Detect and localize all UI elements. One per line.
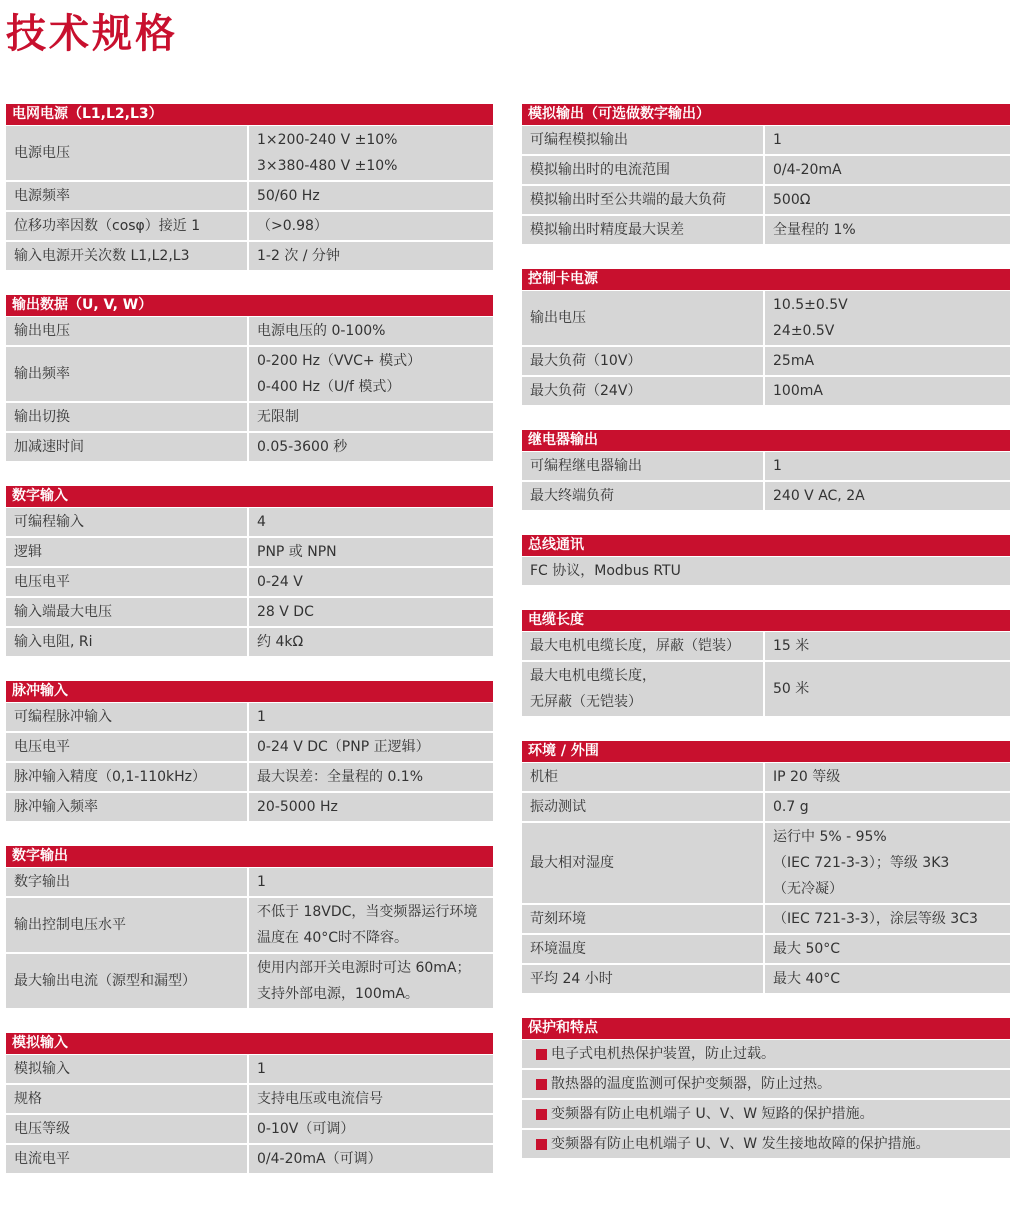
spec-label-line: 机柜 [530,769,558,785]
spec-value-line: 支持外部电源，100mA。 [257,986,419,1002]
spec-label-line: 输出切换 [14,409,70,425]
spec-label [6,763,249,791]
spec-value-line: 1×200-240 V ±10% [257,132,398,148]
spec-row [6,954,493,1008]
spec-rows [6,126,493,270]
spec-label-line: 模拟输出时精度最大误差 [530,222,684,238]
spec-label [6,1085,249,1113]
spec-row [522,793,1010,823]
spec-label [6,347,249,401]
spec-section [6,846,493,1008]
spec-label-line: 模拟输出时至公共端的最大负荷 [530,192,726,208]
spec-row [6,182,493,212]
spec-value-line: 0-200 Hz（VVC+ 模式） [257,353,422,369]
feature-item [522,1100,1010,1130]
spec-row [6,763,493,793]
spec-value [765,935,1010,963]
spec-value-line: 0-400 Hz（U/f 模式） [257,379,401,395]
spec-section [522,269,1010,405]
spec-label-line: 输出电压 [530,310,586,326]
spec-value-line: 1 [773,132,782,148]
spec-section [522,741,1010,993]
spec-row [6,403,493,433]
spec-section [6,104,493,270]
spec-value-line: 最大 50°C [773,941,841,957]
spec-label-line: 输入电阻, Ri [14,634,93,650]
spec-row [6,1055,493,1085]
spec-label-line: 输出频率 [14,366,70,382]
spec-label-line: 无屏蔽（无铠装） [530,694,642,710]
spec-value [765,377,1010,405]
spec-rows [522,557,1010,585]
spec-value [765,452,1010,480]
spec-label-line: 最大电机电缆长度， [530,668,656,684]
spec-value-line: 500Ω [773,192,811,208]
spec-label [6,793,249,821]
spec-value-line: 0/4-20mA（可调） [257,1151,382,1167]
spec-rows [6,703,493,821]
spec-row [6,1085,493,1115]
spec-value [249,1115,493,1143]
spec-row [6,733,493,763]
spec-label [6,628,249,656]
spec-label [6,317,249,345]
spec-label [6,508,249,536]
spec-label-line: 最大负荷（10V） [530,353,642,369]
spec-value-line: （无冷凝） [773,881,843,897]
spec-label [6,1055,249,1083]
spec-value [249,126,493,180]
spec-row [522,186,1010,216]
spec-value-line: 0-24 V DC（PNP 正逻辑） [257,739,430,755]
spec-value-line: 使用内部开关电源时可达 60mA； [257,960,471,976]
spec-section [522,104,1010,244]
spec-value-line: 0-24 V [257,574,303,590]
spec-row [522,632,1010,662]
spec-value [249,433,493,461]
spec-label-line: 可编程脉冲输入 [14,709,112,725]
spec-label [522,793,765,821]
right-column [522,104,1010,1158]
square-bullet-icon [536,1049,547,1060]
spec-label-line: 环境温度 [530,941,586,957]
spec-label-line: 最大负荷（24V） [530,383,642,399]
spec-label-line: 电流电平 [14,1151,70,1167]
spec-label [522,965,765,993]
spec-row [6,1145,493,1173]
spec-value-line: 不低于 18VDC，当变频器运行环境 [257,904,478,920]
spec-value [249,212,493,240]
spec-row [6,538,493,568]
spec-value [249,403,493,431]
square-bullet-icon [536,1109,547,1120]
square-bullet-icon [536,1079,547,1090]
spec-label [6,598,249,626]
spec-value [249,868,493,896]
section-title: 总线通讯 [522,535,1010,557]
spec-label-line: 输出电压 [14,323,70,339]
spec-full-row: FC 协议，Modbus RTU [530,563,681,579]
spec-label-line: 平均 24 小时 [530,971,613,987]
spec-label-line: 电压电平 [14,574,70,590]
spec-value [249,793,493,821]
spec-value [249,347,493,401]
spec-value-line: 25mA [773,353,815,369]
spec-value-line: 100mA [773,383,823,399]
spec-value [249,628,493,656]
spec-row [6,242,493,270]
feature-item [522,1130,1010,1158]
spec-label [522,126,765,154]
spec-value-line: 0.05-3600 秒 [257,439,348,455]
spec-value-line: 约 4kΩ [257,634,304,650]
spec-label [522,186,765,214]
spec-value-line: 20-5000 Hz [257,799,338,815]
spec-label [6,954,249,1008]
page-title: 技术规格 [6,11,178,57]
spec-value-line: 15 米 [773,638,810,654]
feature-text: 散热器的温度监测可保护变频器，防止过热。 [551,1076,831,1092]
spec-value [765,823,1010,903]
spec-label-line: 可编程输入 [14,514,84,530]
section-title: 脉冲输入 [6,681,493,703]
spec-label-line: 数字输出 [14,874,70,890]
spec-label [6,898,249,952]
spec-value-line: 50/60 Hz [257,188,320,204]
spec-label [6,1115,249,1143]
spec-value [765,126,1010,154]
spec-label [6,568,249,596]
spec-label [6,733,249,761]
spec-label [522,482,765,510]
spec-value-line: PNP 或 NPN [257,544,337,560]
spec-value [765,482,1010,510]
spec-value-line: 0.7 g [773,799,809,815]
spec-row [522,291,1010,347]
spec-label [522,377,765,405]
spec-section [522,535,1010,585]
spec-label [6,182,249,210]
spec-label-line: 电压等级 [14,1121,70,1137]
spec-label-line: 输出控制电压水平 [14,917,126,933]
spec-label [522,291,765,345]
spec-value [765,793,1010,821]
spec-label-line: 电源频率 [14,188,70,204]
spec-row [6,433,493,461]
spec-label [522,216,765,244]
spec-label-line: 模拟输入 [14,1061,70,1077]
spec-value-line: 1 [257,1061,266,1077]
section-title: 模拟输入 [6,1033,493,1055]
spec-value-line: 1 [257,709,266,725]
spec-row [6,568,493,598]
spec-label [6,1145,249,1173]
spec-section [6,1033,493,1173]
spec-label [522,823,765,903]
spec-section [522,430,1010,510]
spec-row [522,377,1010,405]
section-title: 电缆长度 [522,610,1010,632]
spec-value [249,1145,493,1173]
spec-row [522,347,1010,377]
spec-value [249,598,493,626]
spec-value-line: 1 [257,874,266,890]
spec-label [522,156,765,184]
spec-row [522,452,1010,482]
spec-label-line: 最大终端负荷 [530,488,614,504]
spec-label-line: 可编程模拟输出 [530,132,628,148]
spec-label-line: 可编程继电器输出 [530,458,642,474]
feature-item [522,1040,1010,1070]
spec-label [522,763,765,791]
spec-value [765,632,1010,660]
spec-value-line: 3×380-480 V ±10% [257,158,398,174]
spec-label-line: 最大电机电缆长度，屏蔽（铠装） [530,638,740,654]
spec-value-line: 最大误差：全量程的 0.1% [257,769,424,785]
spec-value-line: 240 V AC, 2A [773,488,865,504]
spec-value [249,954,493,1008]
spec-label-line: 振动测试 [530,799,586,815]
section-title: 控制卡电源 [522,269,1010,291]
spec-row [6,212,493,242]
spec-value [249,317,493,345]
section-title: 模拟输出（可选做数字输出） [522,104,1010,126]
spec-value-line: （IEC 721-3-3），涂层等级 3C3 [773,911,978,927]
spec-label [6,126,249,180]
spec-value [765,347,1010,375]
spec-label [6,538,249,566]
spec-value-line: （>0.98） [257,218,328,234]
spec-value [249,182,493,210]
spec-label-line: 输入电源开关次数 L1,L2,L3 [14,248,190,264]
spec-label [522,662,765,716]
spec-row [522,823,1010,905]
spec-row [6,317,493,347]
spec-row [522,905,1010,935]
spec-section [6,681,493,821]
spec-value-line: 1-2 次 / 分钟 [257,248,340,264]
feature-item [522,1070,1010,1100]
spec-value [249,733,493,761]
spec-row [522,662,1010,716]
spec-value [249,538,493,566]
spec-row [6,1115,493,1145]
spec-label-line: 模拟输出时的电流范围 [530,162,670,178]
spec-row [522,965,1010,993]
spec-label-line: 位移功率因数（cosφ）接近 1 [14,218,201,234]
spec-label-line: 电压电平 [14,739,70,755]
spec-rows [6,317,493,461]
section-title: 数字输入 [6,486,493,508]
spec-label-line: 最大相对湿度 [530,855,614,871]
spec-row [6,598,493,628]
spec-label-line: 脉冲输入精度（0,1-110kHz） [14,769,207,785]
spec-rows [6,508,493,656]
spec-label [6,868,249,896]
spec-rows [522,452,1010,510]
spec-label [6,703,249,731]
spec-value [249,898,493,952]
spec-row [6,868,493,898]
spec-value [765,965,1010,993]
spec-value-line: IP 20 等级 [773,769,841,785]
spec-section [522,610,1010,716]
spec-value [249,703,493,731]
section-title: 保护和特点 [522,1018,1010,1040]
spec-value-line: 4 [257,514,266,530]
spec-label [522,935,765,963]
spec-row [522,935,1010,965]
spec-value [249,1085,493,1113]
spec-row [522,126,1010,156]
spec-section [6,295,493,461]
spec-value [249,568,493,596]
spec-rows [6,868,493,1008]
spec-value-line: 1 [773,458,782,474]
spec-row [6,793,493,821]
spec-label [522,452,765,480]
spec-label [522,905,765,933]
square-bullet-icon [536,1139,547,1150]
spec-row [522,156,1010,186]
spec-row [6,347,493,403]
spec-label-line: 输入端最大电压 [14,604,112,620]
spec-value [249,508,493,536]
spec-value-line: 28 V DC [257,604,314,620]
spec-value [765,662,1010,716]
spec-label [6,212,249,240]
spec-label-line: 最大输出电流（源型和漏型） [14,973,196,989]
spec-rows [522,126,1010,244]
spec-value-line: 50 米 [773,681,810,697]
spec-value-line: 全量程的 1% [773,222,856,238]
spec-value-line: 0/4-20mA [773,162,842,178]
left-column [6,104,493,1173]
spec-row [522,482,1010,510]
spec-rows [522,1040,1010,1158]
spec-label [6,433,249,461]
spec-value-line: 电源电压的 0-100% [257,323,386,339]
section-title: 数字输出 [6,846,493,868]
spec-value-line: 10.5±0.5V [773,297,848,313]
feature-text: 变频器有防止电机端子 U、V、W 短路的保护措施。 [551,1106,874,1122]
spec-rows [522,291,1010,405]
feature-text: 电子式电机热保护装置，防止过载。 [551,1046,775,1062]
spec-row [522,763,1010,793]
spec-row [6,126,493,182]
spec-row [522,216,1010,244]
spec-value-line: 24±0.5V [773,323,835,339]
spec-value [765,186,1010,214]
spec-rows [6,1055,493,1173]
spec-section [6,486,493,656]
spec-value-line: 温度在 40°C时不降容。 [257,930,409,946]
spec-label [522,632,765,660]
spec-label [522,347,765,375]
spec-value-line: 0-10V（可调） [257,1121,355,1137]
spec-value [249,242,493,270]
spec-value [765,291,1010,345]
spec-rows [522,763,1010,993]
spec-value [765,905,1010,933]
spec-row [6,508,493,538]
spec-section [522,1018,1010,1158]
section-title: 继电器输出 [522,430,1010,452]
spec-row [6,703,493,733]
spec-label-line: 苛刻环境 [530,911,586,927]
spec-value [765,763,1010,791]
spec-value [249,1055,493,1083]
spec-value [765,156,1010,184]
spec-label-line: 规格 [14,1091,42,1107]
spec-value [765,216,1010,244]
spec-label [6,403,249,431]
section-title: 环境 / 外围 [522,741,1010,763]
spec-value-line: 最大 40°C [773,971,841,987]
spec-value-line: 无限制 [257,409,299,425]
spec-label-line: 脉冲输入频率 [14,799,98,815]
spec-value [249,763,493,791]
spec-row [6,898,493,954]
spec-rows [522,632,1010,716]
spec-label-line: 电源电压 [14,145,70,161]
section-title: 输出数据（U, V, W） [6,295,493,317]
spec-row [6,628,493,656]
spec-label [6,242,249,270]
spec-value-line: 支持电压或电流信号 [257,1091,383,1107]
spec-label-line: 逻辑 [14,544,42,560]
spec-label-line: 加减速时间 [14,439,84,455]
feature-text: 变频器有防止电机端子 U、V、W 发生接地故障的保护措施。 [551,1136,930,1152]
spec-value-line: 运行中 5% - 95% [773,829,887,845]
section-title: 电网电源（L1,L2,L3） [6,104,493,126]
spec-value-line: （IEC 721-3-3）；等级 3K3 [773,855,950,871]
